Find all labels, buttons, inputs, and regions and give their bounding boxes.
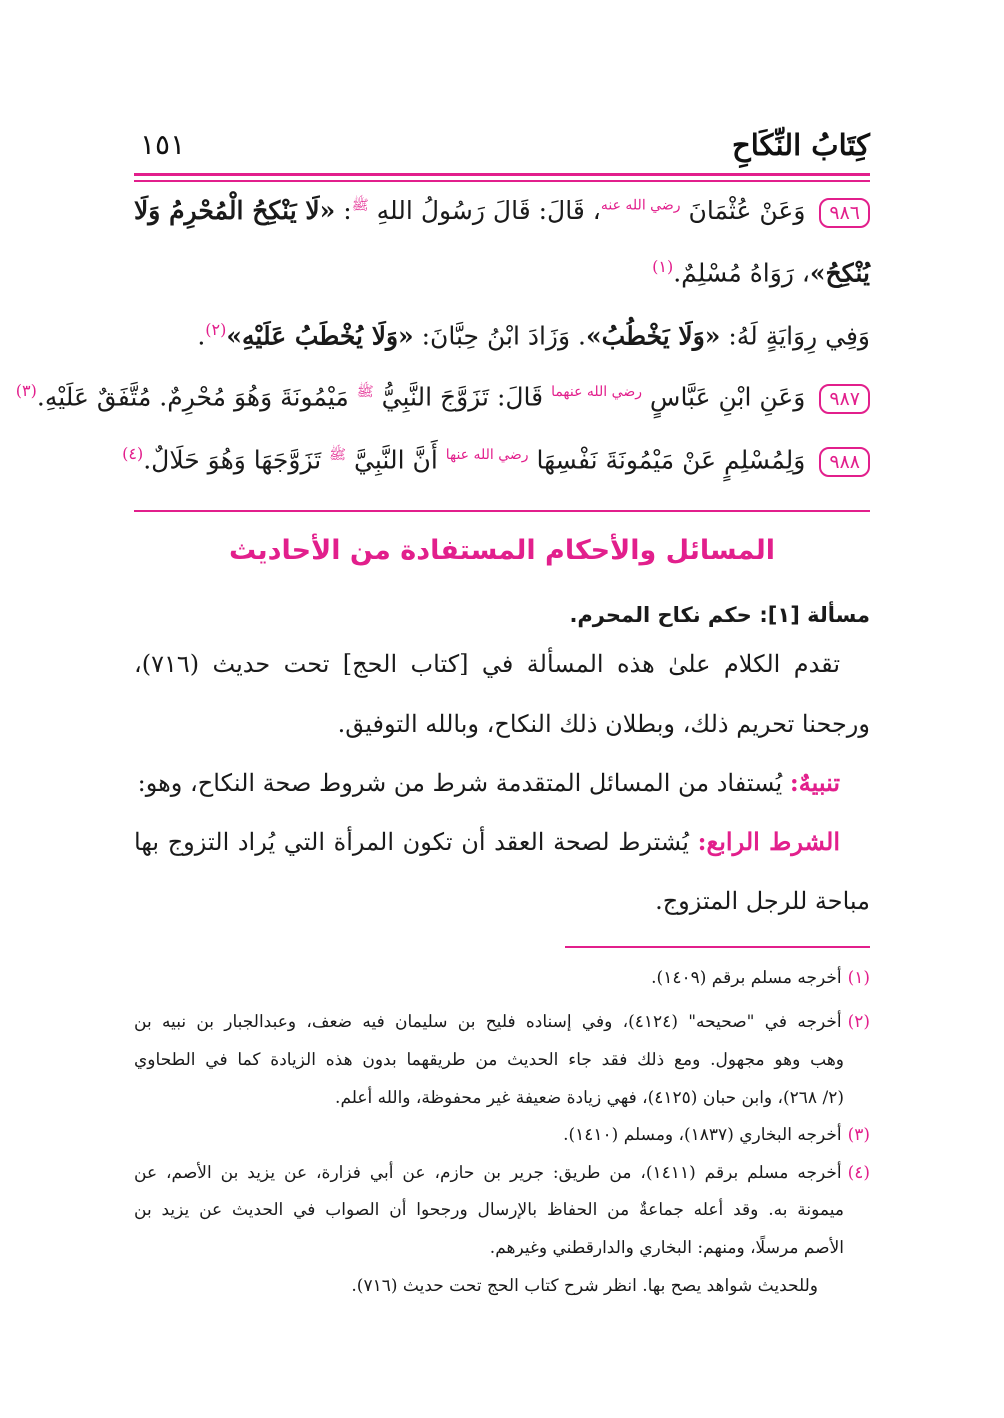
hadith-987: ٩٨٧وَعَنِ ابْنِ عَبَّاسٍ $^{رضي الله عنهما}$ قَالَ: تَزَوَّجَ النَّبِيُّ $^ﷺ$ مَيْمُونَةَ وَهُوَ مُحْرِمٌ. مُتَّفَقٌ عَلَيْهِ.$^{(٣)}$ — [134, 381, 870, 414]
hadith-number-badge: ٩٨٧ — [819, 384, 870, 414]
footnote-ref: (١) — [652, 257, 674, 276]
issue-heading — [134, 600, 870, 628]
footnote-4-line-4: وللحديث شواهد يصح بها. انظر شرح كتاب الحج تحت حديث (٧١٦). — [351, 1276, 818, 1296]
honorific: رضي الله عنها — [445, 447, 529, 463]
hadith-986-line-2: يُنْكِحُ»، رَوَاهُ مُسْلِمٌ.$^{(١)}$ — [652, 257, 870, 288]
issue-title: حكم نكاح المحرم. — [569, 603, 752, 627]
chapter-title: كِتَابُ النِّكَاحِ — [731, 128, 870, 162]
footnote-3: (٣)أخرجه البخاري (١٨٣٧)، ومسلم (١٤١٠). — [563, 1125, 870, 1145]
section-divider — [134, 510, 870, 512]
salawat-mark: ﷺ — [351, 197, 369, 214]
footnote-4-line-3: الأصم مرسلًا، ومنهم: البخاري والدارقطني وغيرهم. — [489, 1238, 844, 1258]
condition-line-1: الشرط الرابع: يُشترط لصحة العقد أن تكون المرأة التي يُراد التزوج بها — [134, 827, 841, 856]
honorific: رضي الله عنهما — [551, 384, 642, 400]
riwaya-line: وَفِي رِوَايَةٍ لَهُ: «وَلَا يَخْطُبُ». وَزَادَ ابْنُ حِبَّانَ: «وَلَا يُخْطَبُ عَلَيْهِ»$^{(٢)}$. — [197, 320, 870, 351]
paragraph-1-line-1: تقدم الكلام علىٰ هذه المسألة في [كتاب الحج] تحت حديث (٧١٦)، — [134, 650, 841, 678]
page-number: ١٥١ — [140, 128, 186, 161]
condition-line-2: مباحة للرجل المتزوج. — [655, 887, 870, 915]
paragraph-1-line-2: ورجحنا تحريم ذلك، وبطلان ذلك النكاح، وبالله التوفيق. — [337, 710, 870, 738]
footnote-ref: (٤) — [122, 444, 144, 463]
section-title: المسائل والأحكام المستفادة من الأحاديث — [228, 535, 776, 566]
footnote-ref: (٣) — [15, 381, 37, 400]
footnote-2-line-3: (٢/ ٢٦٨)، وابن حبان (٤١٢٥)، فهي زيادة ضعيفة غير محفوظة، والله أعلم. — [335, 1088, 844, 1108]
hadith-text-bold: «لَا يَنْكِحُ الْمُحْرِمُ وَلَا — [134, 196, 336, 225]
note-line: تنبيهٌ: يُستفاد من المسائل المتقدمة شرط من شروط صحة النكاح، وهو: — [137, 768, 840, 797]
hadith-986-line-1: ٩٨٦وَعَنْ عُثْمَانَ $^{رضي الله عنه}$، قَالَ: قَالَ رَسُولُ اللهِ $^ﷺ$: «لَا يَنْكِحُ الْمُحْرِمُ وَلَا — [134, 196, 870, 228]
issue-label: مسألة [١]: — [759, 603, 870, 627]
footnote-2-line-2: وهب وهو مجهول. ومع ذلك فقد جاء الحديث من طريقهما بدون هذه الزيادة كما في الطحاوي — [134, 1050, 844, 1070]
hadith-number-badge: ٩٨٨ — [819, 447, 870, 477]
note-label: تنبيهٌ: — [789, 768, 840, 797]
header-rule-bottom — [134, 180, 870, 182]
condition-label: الشرط الرابع: — [697, 827, 841, 856]
footnote-4-line-2: ميمونة به. وقد أعله جماعةٌ من الحفاظ بالإرسال ورجحوا أن الصواب في الحديث عن يزيد بن — [134, 1200, 844, 1220]
page-header — [134, 128, 870, 168]
footnote-separator — [565, 946, 870, 948]
salawat-mark: ﷺ — [356, 384, 374, 400]
honorific: رضي الله عنه — [600, 197, 681, 214]
salawat-mark: ﷺ — [329, 447, 347, 463]
footnote-4-line-1: (٤)أخرجه مسلم برقم (١٤١١)، من طريق: جرير بن حازم، عن أبي فزارة، عن يزيد بن الأصم، عن — [134, 1163, 871, 1183]
footnote-1: (١)أخرجه مسلم برقم (١٤٠٩). — [651, 968, 870, 988]
footnote-ref: (٢) — [205, 320, 227, 339]
hadith-number-badge: ٩٨٦ — [819, 198, 870, 228]
hadith-988: ٩٨٨وَلِمُسْلِمٍ عَنْ مَيْمُونَةَ نَفْسِهَا $^{رضي الله عنها}$ أَنَّ النَّبِيَّ $^ﷺ$ تَزَوَّجَهَا وَهُوَ حَلَالٌ.$^{(٤)}$ — [134, 444, 870, 477]
header-rule-top — [134, 173, 870, 176]
footnote-2-line-1: (٢)أخرجه في "صحيحه" (٤١٢٤)، وفي إسناده فليح بن سليمان فيه ضعف، وعبدالجبار بن نبيه بن — [134, 1012, 870, 1032]
